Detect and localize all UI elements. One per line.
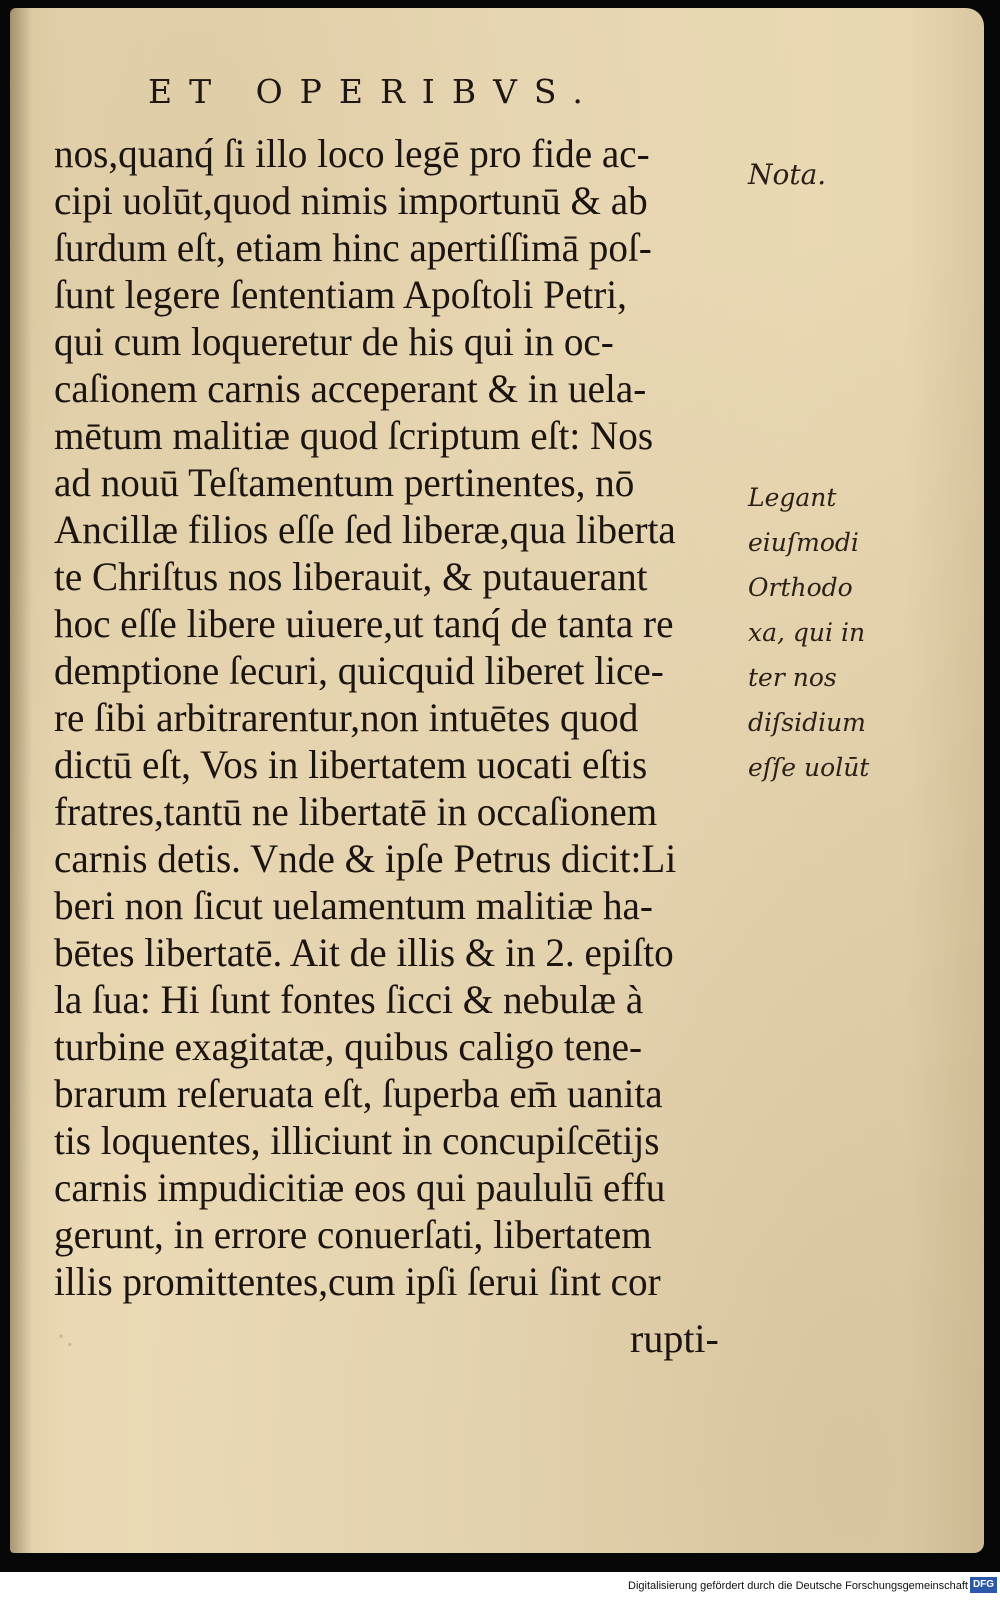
text-line: tis loquentes, illiciunt in concupiſcētijs [54, 1118, 660, 1163]
marginal-note: diſsidium [748, 708, 866, 737]
catchword: rupti- [630, 1316, 719, 1361]
body-text [54, 130, 754, 1305]
text-line: nos,quanq́ ſi illo loco legē pro fide ac- [54, 131, 650, 176]
text-line: hoc eſſe libere uiuere,ut tanq́ de tanta re [54, 601, 674, 646]
text-line: beri non ſicut uelamentum malitiæ ha- [54, 883, 653, 928]
marginal-note: xa, qui in [748, 618, 866, 647]
funding-credit: Digitalisierung gefördert durch die Deutsche Forschungsgemeinschaft [628, 1580, 968, 1592]
page-gutter-shadow [10, 8, 32, 1553]
text-line: Ancillæ filios eſſe ſed liberæ,qua liberta [54, 507, 676, 552]
show-through-ink: ·. [56, 1320, 74, 1353]
marginal-note: ter nos [748, 663, 837, 692]
text-line: bētes libertatē. Ait de illis & in 2. epiſto [54, 930, 674, 975]
text-line: dictū eſt, Vos in libertatem uocati eſtis [54, 742, 648, 787]
text-line: caſionem carnis acceperant & in uela- [54, 366, 647, 411]
text-line: la ſua: Hi ſunt fontes ſicci & nebulæ à [54, 977, 644, 1022]
marginal-note: eiuſmodi [748, 528, 859, 557]
text-line: carnis impudicitiæ eos qui paululū effu [54, 1165, 666, 1210]
marginal-note: Legant [748, 483, 837, 512]
marginal-note: Nota. [748, 158, 827, 191]
text-line: fratres,tantū ne libertatē in occaſionem [54, 789, 658, 834]
text-line: ad nouū Teſtamentum pertinentes, nō [54, 460, 635, 505]
marginal-note: Orthodo [748, 573, 853, 602]
text-line: illis promittentes,cum ipſi ſerui ſint cor [54, 1259, 661, 1304]
text-line: mētum malitiæ quod ſcriptum eſt: Nos [54, 413, 654, 458]
text-line: ſurdum eſt, etiam hinc apertiſſimā poſ- [54, 225, 652, 270]
text-line: demptione ſecuri, quicquid liberet lice- [54, 648, 664, 693]
marginal-note: eſſe uolūt [748, 753, 870, 782]
text-line: brarum reſeruata eſt, ſuperba em̄ uanita [54, 1071, 663, 1116]
text-line: qui cum loqueretur de his qui in oc- [54, 319, 614, 364]
text-line: te Chriſtus nos liberauit, & putauerant [54, 554, 648, 599]
dfg-logo: DFG [970, 1577, 997, 1593]
text-line: turbine exagitatæ, quibus caligo tene- [54, 1024, 643, 1069]
text-line: ſunt legere ſententiam Apoſtoli Petri, [54, 272, 627, 317]
text-line: gerunt, in errore conuerſati, libertatem [54, 1212, 652, 1257]
text-line: re ſibi arbitrarentur,non intuētes quod [54, 695, 639, 740]
text-line: cipi uolūt,quod nimis importunū & ab [54, 178, 648, 223]
running-head: ET OPERIBVS. [148, 72, 600, 111]
text-line: carnis detis. Vnde & ipſe Petrus dicit:Li [54, 836, 677, 881]
book-page [10, 8, 984, 1553]
footer-bar [0, 1572, 1000, 1601]
